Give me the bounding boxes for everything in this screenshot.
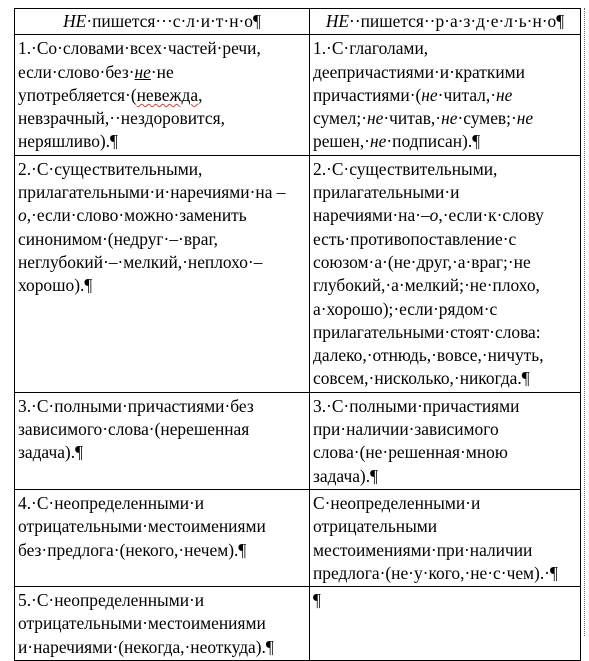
table-row: [15, 155, 581, 392]
rule-3-separate[interactable]: [310, 392, 581, 489]
rule-4-together[interactable]: [15, 489, 310, 586]
header-right-em: НЕ: [325, 11, 350, 31]
rule-2-separate[interactable]: [310, 155, 581, 392]
rule-1-separate[interactable]: [310, 35, 581, 155]
rules-table: [14, 8, 581, 661]
header-left-text: ·пишется···с·л·и·т·н·о¶: [86, 11, 261, 31]
cell-text: 4.·С·неопределенными·и отрицательными·местоимениями без·предлога·(некого,·нечем).¶: [18, 492, 266, 560]
rule-5-together[interactable]: [15, 587, 310, 661]
cell-emphasis: –о: [420, 205, 439, 226]
table-row: [15, 392, 581, 489]
cell-text: С·неопределенными·и отрицательными местоимениями·при·наличии предлога·(не·у·кого,·не·с·чем).·¶: [313, 492, 558, 583]
cell-text: , невзрачный,··нездоровится, неряшливо).¶: [18, 84, 225, 152]
cell-text: 3.·С·полными·причастиями при·наличии·зависимого слова·(не·решенная·мною задача).¶: [313, 395, 520, 486]
cell-text: 1.·С·глаголами, деепричастиями·и·краткими причастиями·(: [313, 38, 525, 105]
rule-5-separate[interactable]: [310, 587, 581, 661]
cell-emphasis: не: [134, 61, 151, 82]
spellcheck-underlined-word: невежда: [136, 84, 199, 105]
cell-text: ·не употребляется·(: [18, 61, 174, 105]
cell-emphasis: не: [496, 84, 513, 105]
cell-text: 1.·Со·словами·всех·частей·речи, если·слово·без·: [18, 38, 261, 82]
cell-text: ·подписан).¶: [386, 131, 481, 152]
cell-emphasis: не: [516, 108, 534, 129]
rule-1-together[interactable]: [15, 35, 310, 155]
cell-text: ,·если·к·слову есть·противопоставление·с союзом·а·(не·друг,·а·враг;·не глубокий,·а·мелкий;·не·плохо, а·хорошо);·если·рядом·с прилагательными·стоят·слова: далеко,·отнюдь,·вовсе,·ничуть, совсем,·нисколько,·никогда.¶: [313, 205, 544, 389]
cell-text: 5.·С·неопределенными·и отрицательными·местоимениями и·наречиями·(некогда,·неоткуда).¶: [18, 590, 274, 657]
header-left[interactable]: [15, 9, 310, 35]
cell-text: ·сумев;·: [457, 108, 517, 129]
cell-emphasis: не: [366, 108, 384, 129]
cell-emphasis: не: [441, 108, 458, 129]
cell-text: ·читал,·: [437, 84, 497, 105]
rule-3-together[interactable]: [15, 392, 310, 489]
cell-text: сумел;·: [313, 108, 367, 129]
cell-text: ¶: [313, 590, 321, 611]
cell-text: 2.·С·существительными, прилагательными·и·наречиями·на: [18, 158, 277, 203]
header-right-text: ··пишется··р·а·з·д·е·л·ь·н·о¶: [349, 11, 565, 31]
page-edge-marker: [584, 8, 585, 636]
cell-emphasis: –о,: [18, 182, 286, 226]
table-row: [15, 489, 581, 586]
rule-4-separate[interactable]: [310, 489, 581, 586]
rule-2-together[interactable]: [15, 155, 310, 392]
table-row: [15, 587, 581, 661]
cell-emphasis: не: [421, 84, 438, 105]
table-header-row: [15, 9, 581, 35]
table-row: [15, 35, 581, 155]
cell-text: ·читав,·: [383, 108, 442, 129]
header-left-em: НЕ: [63, 11, 87, 31]
cell-text: решен,·: [313, 131, 370, 152]
cell-text: ·если·слово·можно·заменить синонимом·(недруг·–·враг, неглубокий·–·мелкий,·неплохо·– хорошо).¶: [18, 205, 263, 296]
header-right[interactable]: [310, 9, 581, 35]
cell-text: 2.·С·существительными, прилагательными·и наречиями·на·: [313, 158, 498, 226]
cell-text: 3.·С·полными·причастиями·без зависимого·слова·(нерешенная задача).¶: [18, 395, 254, 463]
cell-emphasis: не: [369, 131, 387, 152]
